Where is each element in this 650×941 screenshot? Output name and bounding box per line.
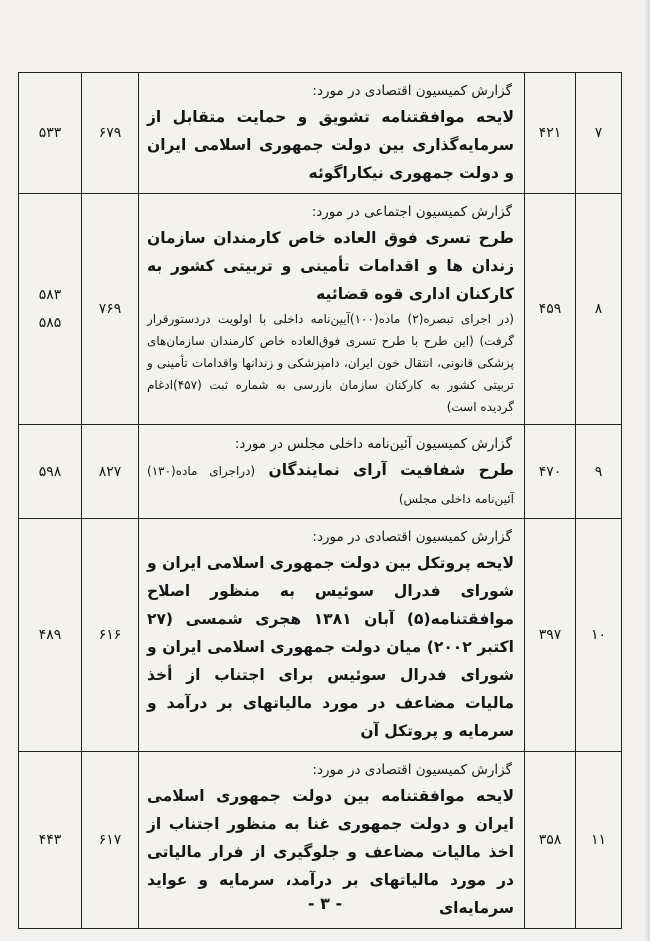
reference-value: ۵۸۵ [38,315,62,331]
registration-number: ۴۵۹ [525,194,576,425]
page-number: - ۳ - [307,894,343,913]
document-page-number: ۸۲۷ [82,425,139,519]
table-row [19,519,622,752]
committee-header: گزارش کمیسیون اجتماعی در مورد: [311,204,512,220]
registration-number: ۳۵۸ [525,752,576,929]
scan-edge [644,0,650,941]
table-row [19,194,622,425]
table-row [19,73,622,194]
row-number: ۸ [576,194,622,425]
reference-number [19,73,82,194]
reference-value: ۵۸۳ [38,287,62,303]
row-number: ۱۱ [576,752,622,929]
row-number: ۷ [576,73,622,194]
registration-number: ۴۷۰ [525,425,576,519]
bill-title: طرح تسری فوق العاده خاص کارمندان سازمان زندان ها و اقدامات تأمینی و تربیتی کشور به کارکنان اداری قوه قضائیه [147,229,514,303]
reference-value: ۵۳۳ [38,125,62,141]
document-page-number: ۶۱۶ [82,519,139,752]
reference-value: ۵۹۸ [38,463,62,480]
subject-cell [139,73,525,194]
bill-title [147,456,514,512]
bill-title-text: طرح شفافیت آرای نمایندگان [268,460,514,479]
reference-value: ۴۴۳ [38,832,62,848]
committee-header: گزارش کمیسیون آئین‌نامه داخلی مجلس در مورد: [234,435,512,452]
subject-cell [139,519,525,752]
reference-number [19,519,82,752]
registration-number: ۴۲۱ [525,73,576,194]
document-page-number: ۶۷۹ [82,73,139,194]
bill-title: لایحه موافقتنامه بین دولت جمهوری اسلامی ایران و دولت جمهوری غنا به منظور اجتناب از اخذ مالیات مضاعف و جلوگیری از فرار مالیاتی در مورد مالیاتهای بر درآمد، سرمایه و عواید سرمایه‌ای [147,787,514,917]
subject-cell [139,425,525,519]
reference-number [19,425,82,519]
row-number: ۹ [576,425,622,519]
bill-title: لایحه پروتکل بین دولت جمهوری اسلامی ایران و شورای فدرال سوئیس به منظور اصلاح موافقتنامه(۵) آبان ۱۳۸۱ هجری شمسی (۲۷ اکتبر ۲۰۰۲) میان دولت جمهوری اسلامی ایران و شورای فدرال سوئیس برای اجتناب از أخذ مالیات مضاعف در مورد مالیاتهای بر درآمد و سرمایه و پروتکل آن [147,554,514,740]
document-page-number: ۶۱۷ [82,752,139,929]
row-number: ۱۰ [576,519,622,752]
committee-header: گزارش کمیسیون اقتصادی در مورد: [312,529,512,545]
bill-note: (در اجرای تبصره(۲) ماده(۱۰۰)آیین‌نامه داخلی با اولویت دردستورقرار گرفت) (این طرح با طرح تسری فوق‌العاده خاص کارمندان سازمان‌های پزشکی قانونی، انتقال خون ایران، دامپزشکی و زندانها واقدامات تأمینی و تربیتی کشور به کارکنان سازمان بازرسی به شماره ثبت (۴۵۷)ادغام گردیده است) [147,312,514,414]
bill-title: لایحه موافقتنامه تشویق و حمایت متقابل از سرمایه‌گذاری بین دولت جمهوری اسلامی ایران و دولت جمهوری نیکاراگوئه [147,108,514,182]
committee-header: گزارش کمیسیون اقتصادی در مورد: [312,762,512,778]
table-row [19,425,622,519]
reference-number [19,194,82,425]
agenda-table [18,72,622,929]
bill-note: (دراجرای ماده(۱۳۰) آئین‌نامه داخلی مجلس) [147,463,514,506]
reference-value: ۴۸۹ [38,627,62,643]
subject-cell [139,194,525,425]
document-page-number: ۷۶۹ [82,194,139,425]
registration-number: ۳۹۷ [525,519,576,752]
committee-header: گزارش کمیسیون اقتصادی در مورد: [312,83,512,99]
